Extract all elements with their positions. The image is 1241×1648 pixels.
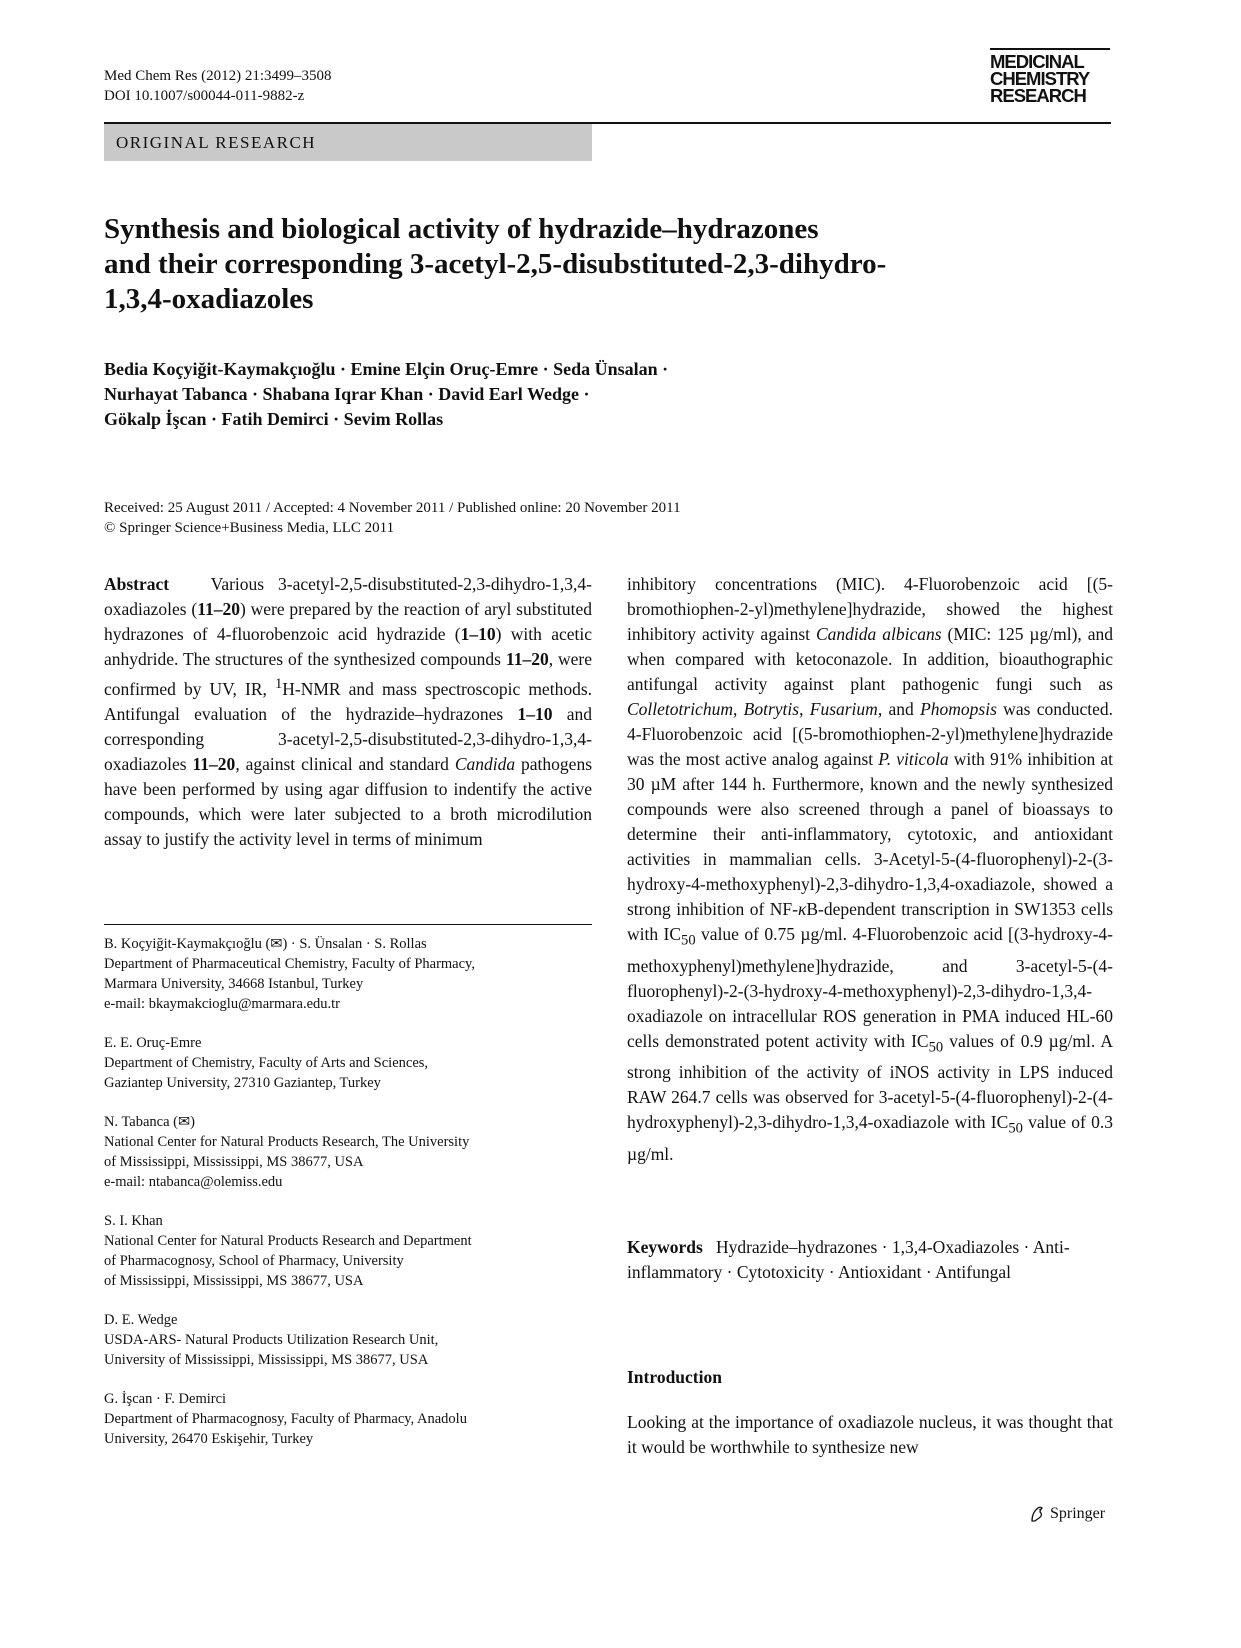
abstract-text: values of 0.9 µg/ml. A strong inhibition of the activity of iNOS activity in LPS induced RAW 264.7 cells was observed for 3-acetyl-5-(4-fluorophenyl)-2-(4-hydroxyphenyl)-2,3-dihydro-1,3,4-oxadiazole with IC <box>627 1030 1113 1132</box>
abstract-text: ) were prepared by the reaction of aryl substituted hydrazones of 4-fluorobenzoic acid hydrazide ( <box>104 599 593 644</box>
compound-range: 1–10 <box>460 624 496 644</box>
subscript: 50 <box>1008 1120 1023 1137</box>
abstract-right-column <box>627 572 1113 1167</box>
abstract-text: Various 3-acetyl-2,5-disubstituted-2,3-dihydro-1,3,4-oxadiazoles ( <box>104 574 592 619</box>
compound-range: 11–20 <box>197 599 240 619</box>
compound-range: 11–20 <box>505 649 549 669</box>
subscript: 50 <box>681 932 696 949</box>
affiliation-line: Department of Pharmacognosy, Faculty of Pharmacy, Anadolu <box>104 1411 467 1427</box>
species-name: P. viticola <box>878 749 949 769</box>
affiliation-names: N. Tabanca (✉) <box>104 1114 195 1130</box>
affiliation <box>104 1033 592 1093</box>
authors-line-3: Gökalp İşcan · Fatih Demirci · Sevim Rollas <box>104 409 444 429</box>
abstract-left-column <box>104 572 592 852</box>
keywords-label: Keywords <box>627 1237 703 1257</box>
logo-line-2: CHEMISTRY <box>990 68 1090 89</box>
publication-dates <box>104 498 681 538</box>
abstract-text: (MIC: 125 µg/ml), and when compared with ketoconazole. In addition, bioauthographic antifungal activity against plant pathogenic fungi such as <box>627 624 1114 694</box>
affiliation-line: National Center for Natural Products Research, The University <box>104 1134 470 1150</box>
footnote-divider <box>104 924 592 925</box>
compound-range: 1–10 <box>517 703 553 724</box>
affiliation <box>104 1211 592 1291</box>
abstract-text: and corresponding 3-acetyl-2,5-disubstituted-2,3-dihydro-1,3,4-oxadiazoles <box>104 703 592 774</box>
abstract-text: pathogens have been performed by using agar diffusion to indentify the active compounds, which were later subjected to a broth microdilution assay to justify the activity level in terms of minimum <box>104 753 593 849</box>
affiliation-line: University of Mississippi, Mississippi, MS 38677, USA <box>104 1352 429 1368</box>
article-type-label: ORIGINAL RESEARCH <box>104 124 592 161</box>
history-dates: Received: 25 August 2011 / Accepted: 4 November 2011 / Published online: 20 November 2011 <box>104 500 681 516</box>
affiliation <box>104 1310 592 1370</box>
publisher-mark <box>1028 1505 1105 1523</box>
affiliation-names: D. E. Wedge <box>104 1312 178 1328</box>
keywords-list: Hydrazide–hydrazones · 1,3,4-Oxadiazoles · Anti-inflammatory · Cytotoxicity · Antioxidant · Antifungal <box>627 1237 1070 1282</box>
affiliation <box>104 1112 592 1192</box>
genus-name: Colletotrichum, Botrytis <box>627 699 800 719</box>
compound-range: 11–20 <box>192 753 236 774</box>
abstract-text: B-dependent transcription in SW1353 cells with IC <box>627 899 1113 944</box>
species-name: Candida albicans <box>815 624 942 644</box>
subscript: 50 <box>928 1039 944 1055</box>
abstract-text: , <box>799 699 810 719</box>
affiliation-line: of Pharmacognosy, School of Pharmacy, University <box>104 1253 404 1269</box>
abstract-text: inhibitory concentrations (MIC). 4-Fluorobenzoic acid [(5-bromothiophen-2-yl)methylene]hydrazide, showed the highest inhibitory activity against <box>627 574 1113 644</box>
genus-name: Candida <box>454 753 516 774</box>
publisher-name: Springer <box>1050 1505 1106 1522</box>
journal-logo <box>990 53 1110 104</box>
title-line-3: 1,3,4-oxadiazoles <box>104 283 314 315</box>
affiliation-line: University, 26470 Eskişehir, Turkey <box>104 1431 314 1447</box>
authors-line-1: Bedia Koçyiğit-Kaymakçıoğlu · Emine Elçin Oruç-Emre · Seda Ünsalan · <box>104 359 669 379</box>
abstract-text: , against clinical and standard <box>235 753 455 774</box>
keywords <box>627 1235 1113 1285</box>
abstract-text: value of 0.75 µg/ml. 4-Fluorobenzoic acid [(3-hydroxy-4-methoxyphenyl)methylene]hydrazide, and 3-acetyl-5-(4-fluorophenyl)-2-(3-hydroxy-4-methoxyphenyl)-2,3-dihydro-1,3,4-oxadiazole on intracellular ROS generation in PMA induced HL-60 cells demonstrated potent activity with IC <box>627 924 1113 1051</box>
affiliation-line: USDA-ARS- Natural Products Utilization Research Unit, <box>104 1332 439 1348</box>
affiliation-line: Department of Pharmaceutical Chemistry, Faculty of Pharmacy, <box>104 956 475 972</box>
logo-line-3: RESEARCH <box>990 85 1086 106</box>
abstract-text: H-NMR and mass spectroscopic methods. Antifungal evaluation of the hydrazide–hydrazones <box>104 678 592 724</box>
journal-citation: Med Chem Res (2012) 21:3499–3508 <box>104 68 332 84</box>
title-line-2: and their corresponding 3-acetyl-2,5-disubstituted-2,3-dihydro- <box>104 248 887 280</box>
affiliation <box>104 1389 592 1449</box>
affiliation-line: Department of Chemistry, Faculty of Arts and Sciences, <box>104 1055 429 1071</box>
affiliation-names: S. I. Khan <box>104 1213 163 1229</box>
affiliation-email: e-mail: bkaymakcioglu@marmara.edu.tr <box>104 996 341 1012</box>
logo-line-1: MEDICINAL <box>990 51 1084 72</box>
affiliation-line: Gaziantep University, 27310 Gaziantep, Turkey <box>104 1075 381 1091</box>
greek-kappa: κ <box>797 899 807 919</box>
affiliation-email: e-mail: ntabanca@olemiss.edu <box>104 1174 283 1190</box>
genus-name: Fusarium <box>809 699 878 719</box>
abstract-text: ) with acetic anhydride. The structures of the synthesized compounds <box>104 624 593 669</box>
affiliation-line: Marmara University, 34668 Istanbul, Turkey <box>104 976 364 992</box>
introduction-heading: Introduction <box>627 1367 722 1387</box>
journal-doi: DOI 10.1007/s00044-011-9882-z <box>104 88 305 104</box>
affiliations <box>104 934 592 1468</box>
affiliation-line: of Mississippi, Mississippi, MS 38677, USA <box>104 1273 364 1289</box>
abstract-label: Abstract <box>104 574 170 594</box>
abstract-text: with 91% inhibition at 30 µM after 144 h. Furthermore, known and the newly synthesized compounds were also screened through a panel of bioassays to determine their anti-inflammatory, cytotoxic, and antioxidant activities in mammalian cells. 3-Acetyl-5-(4-fluorophenyl)-2-(3-hydroxy-4-methoxyphenyl)-2,3-dihydro-1,3,4-oxadiazole, showed a strong inhibition of NF- <box>627 749 1113 919</box>
abstract-text: value of 0.3 µg/ml. <box>627 1112 1113 1164</box>
abstract-text: , and <box>877 699 921 719</box>
journal-reference <box>104 66 331 106</box>
paper-title <box>104 212 1104 317</box>
author-list <box>104 357 1004 432</box>
affiliation-names: G. İşcan · F. Demirci <box>104 1391 227 1407</box>
authors-line-2: Nurhayat Tabanca · Shabana Iqrar Khan · David Earl Wedge · <box>104 384 590 404</box>
affiliation-line: of Mississippi, Mississippi, MS 38677, USA <box>104 1154 364 1170</box>
title-line-1: Synthesis and biological activity of hydrazide–hydrazones <box>104 213 819 245</box>
affiliation <box>104 934 592 1014</box>
superscript: 1 <box>274 676 283 692</box>
affiliation-names: B. Koçyiğit-Kaymakçıoğlu (✉) · S. Ünsalan · S. Rollas <box>104 936 427 952</box>
genus-name: Phomopsis <box>920 699 997 719</box>
affiliation-line: National Center for Natural Products Research and Department <box>104 1233 472 1249</box>
springer-horse-icon <box>1028 1505 1046 1523</box>
abstract-text: was conducted. 4-Fluorobenzoic acid [(5-bromothiophen-2-yl)methylene]hydrazide was the most active analog against <box>627 699 1113 769</box>
copyright: © Springer Science+Business Media, LLC 2011 <box>104 520 395 536</box>
affiliation-names: E. E. Oruç-Emre <box>104 1035 202 1051</box>
introduction-text: Looking at the importance of oxadiazole nucleus, it was thought that it would be worthwhile to synthesize new <box>627 1412 1113 1457</box>
abstract-text: , were confirmed by UV, IR, <box>104 649 592 699</box>
